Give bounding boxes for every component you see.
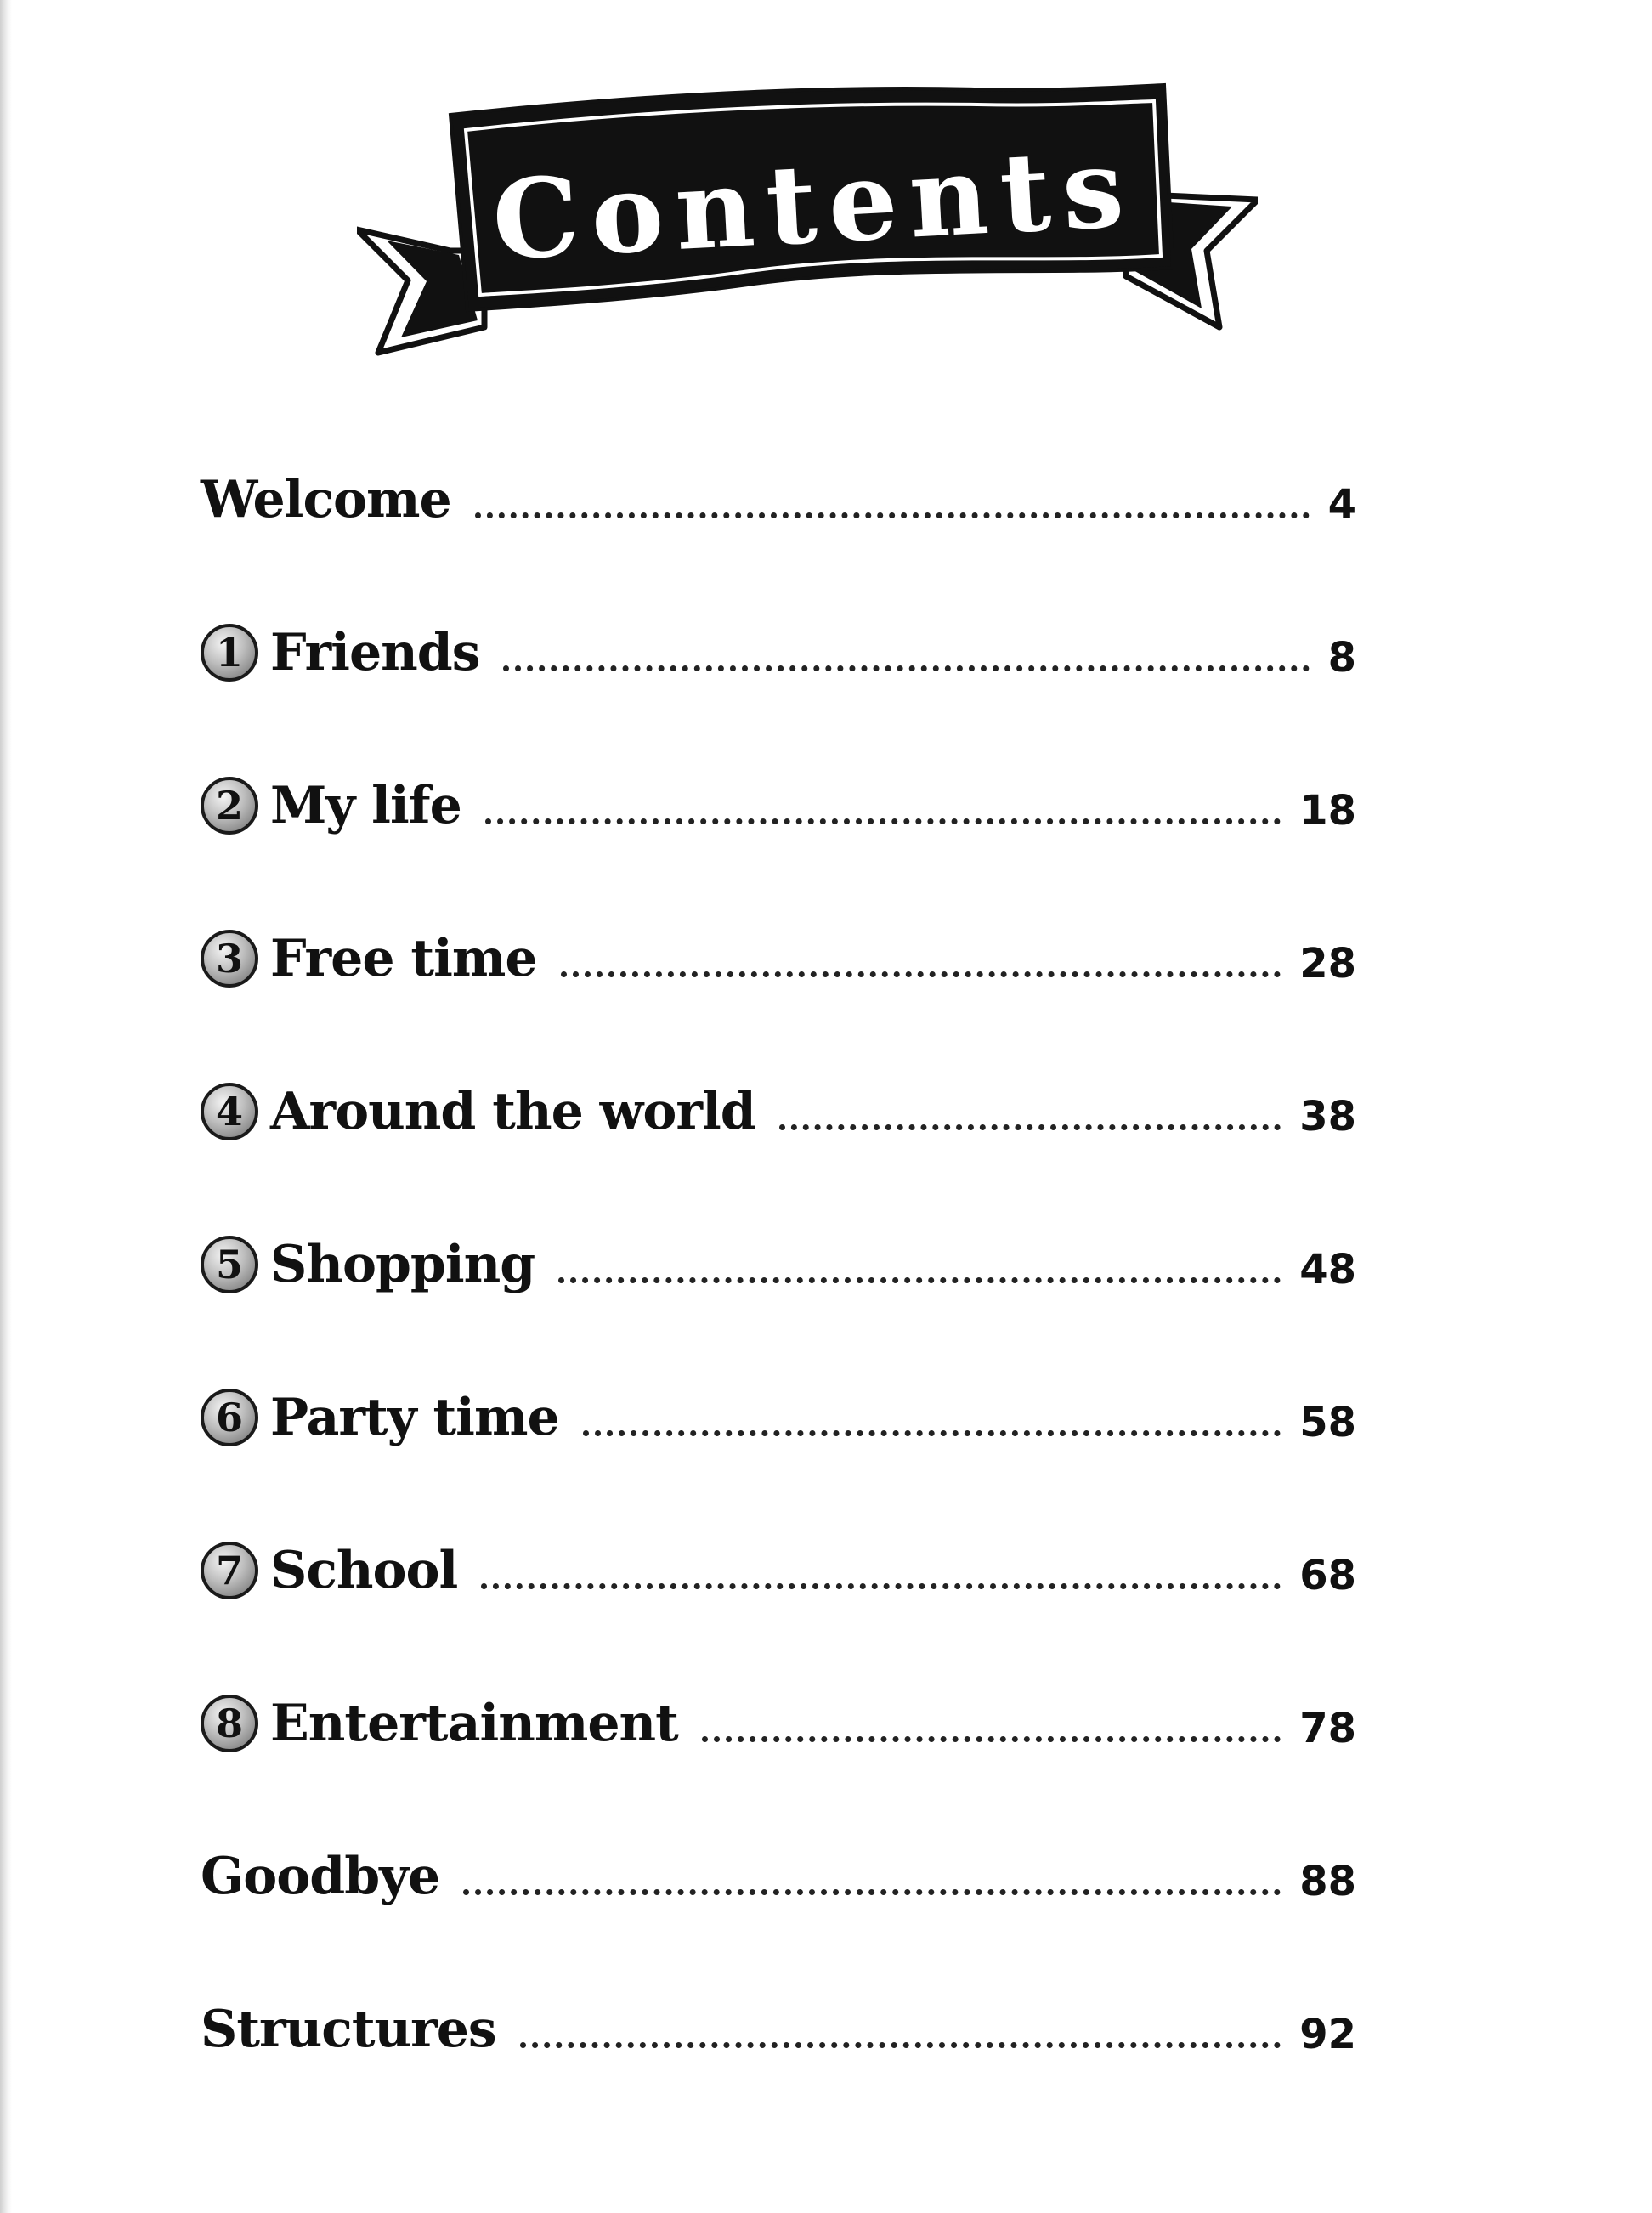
toc-entry-page: 78 [1299, 1705, 1356, 1752]
toc-entry-page: 4 [1327, 481, 1356, 529]
page-edge-shadow [0, 0, 12, 2213]
toc-entry-title: Around the world [270, 1082, 755, 1141]
toc-entry-page: 28 [1299, 940, 1356, 988]
toc-entry-title: Party time [270, 1388, 559, 1447]
toc-entry-unit-6[interactable] [201, 1309, 1356, 1462]
toc-entry-unit-1[interactable] [201, 544, 1356, 697]
toc-entry-title: Shopping [270, 1235, 535, 1294]
toc-entry-title: Free time [270, 929, 537, 988]
toc-entry-unit-8[interactable] [201, 1615, 1356, 1768]
dot-leader [475, 512, 1310, 518]
dot-leader [481, 1583, 1281, 1589]
toc-entry-unit-4[interactable] [201, 1003, 1356, 1156]
toc-entry-title: Entertainment [270, 1694, 678, 1753]
toc-entry-page: 92 [1299, 2011, 1356, 2058]
unit-number-badge: 1 [201, 624, 258, 682]
unit-number-badge: 3 [201, 930, 258, 988]
toc-entry-page: 68 [1299, 1552, 1356, 1599]
toc-entry-page: 88 [1299, 1858, 1356, 1905]
toc-entry-unit-5[interactable] [201, 1156, 1356, 1309]
toc-entry-title: Structures [201, 2000, 496, 2059]
dot-leader [558, 1277, 1281, 1283]
toc-entry-title: Goodbye [201, 1847, 440, 1906]
contents-heading: Contents [489, 123, 1139, 286]
dot-leader [583, 1430, 1281, 1436]
toc-entry-title: Friends [270, 623, 480, 682]
toc-entry-goodbye[interactable] [201, 1768, 1356, 1921]
unit-number-badge: 4 [201, 1083, 258, 1140]
dot-leader [779, 1124, 1281, 1130]
toc-entry-structures[interactable] [201, 1921, 1356, 2074]
toc-entry-page: 8 [1327, 634, 1356, 682]
toc-entry-welcome[interactable] [201, 391, 1356, 544]
dot-leader [463, 1889, 1281, 1895]
toc-entry-unit-7[interactable] [201, 1462, 1356, 1615]
dot-leader [520, 2042, 1281, 2048]
toc-entry-title: Welcome [201, 470, 451, 529]
contents-banner [357, 81, 1258, 370]
unit-number-badge: 6 [201, 1389, 258, 1446]
unit-number-badge: 7 [201, 1542, 258, 1599]
toc-entry-unit-2[interactable] [201, 697, 1356, 850]
ribbon-graphic [357, 81, 1258, 370]
table-of-contents [201, 391, 1356, 2074]
unit-number-badge: 5 [201, 1236, 258, 1293]
dot-leader [503, 665, 1309, 671]
toc-entry-unit-3[interactable] [201, 850, 1356, 1003]
toc-entry-page: 38 [1299, 1093, 1356, 1140]
toc-entry-title: School [270, 1541, 458, 1600]
toc-entry-page: 58 [1299, 1399, 1356, 1446]
dot-leader [561, 971, 1281, 977]
unit-number-badge: 2 [201, 777, 258, 835]
toc-entry-title: My life [270, 776, 461, 835]
dot-leader [485, 818, 1281, 824]
unit-number-badge: 8 [201, 1695, 258, 1752]
dot-leader [702, 1736, 1281, 1742]
toc-entry-page: 18 [1299, 787, 1356, 835]
toc-entry-page: 48 [1299, 1246, 1356, 1293]
